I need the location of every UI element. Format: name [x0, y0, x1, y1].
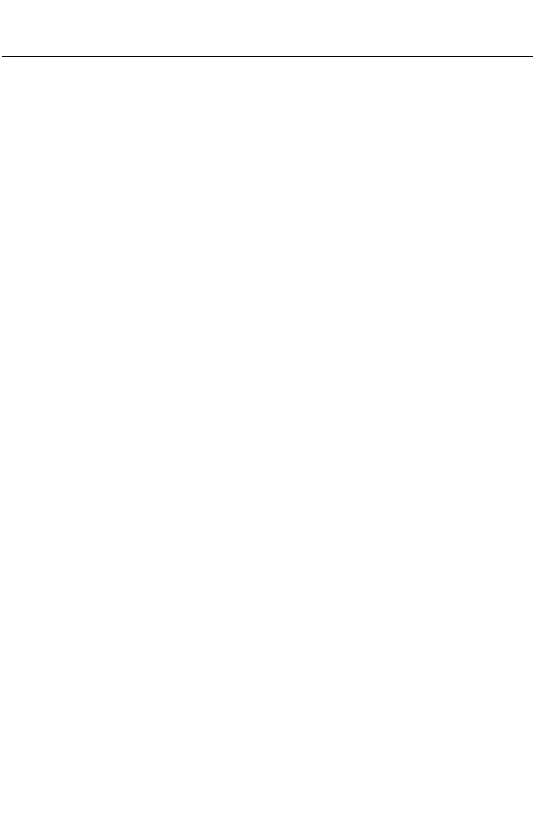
header-separator — [2, 56, 533, 57]
